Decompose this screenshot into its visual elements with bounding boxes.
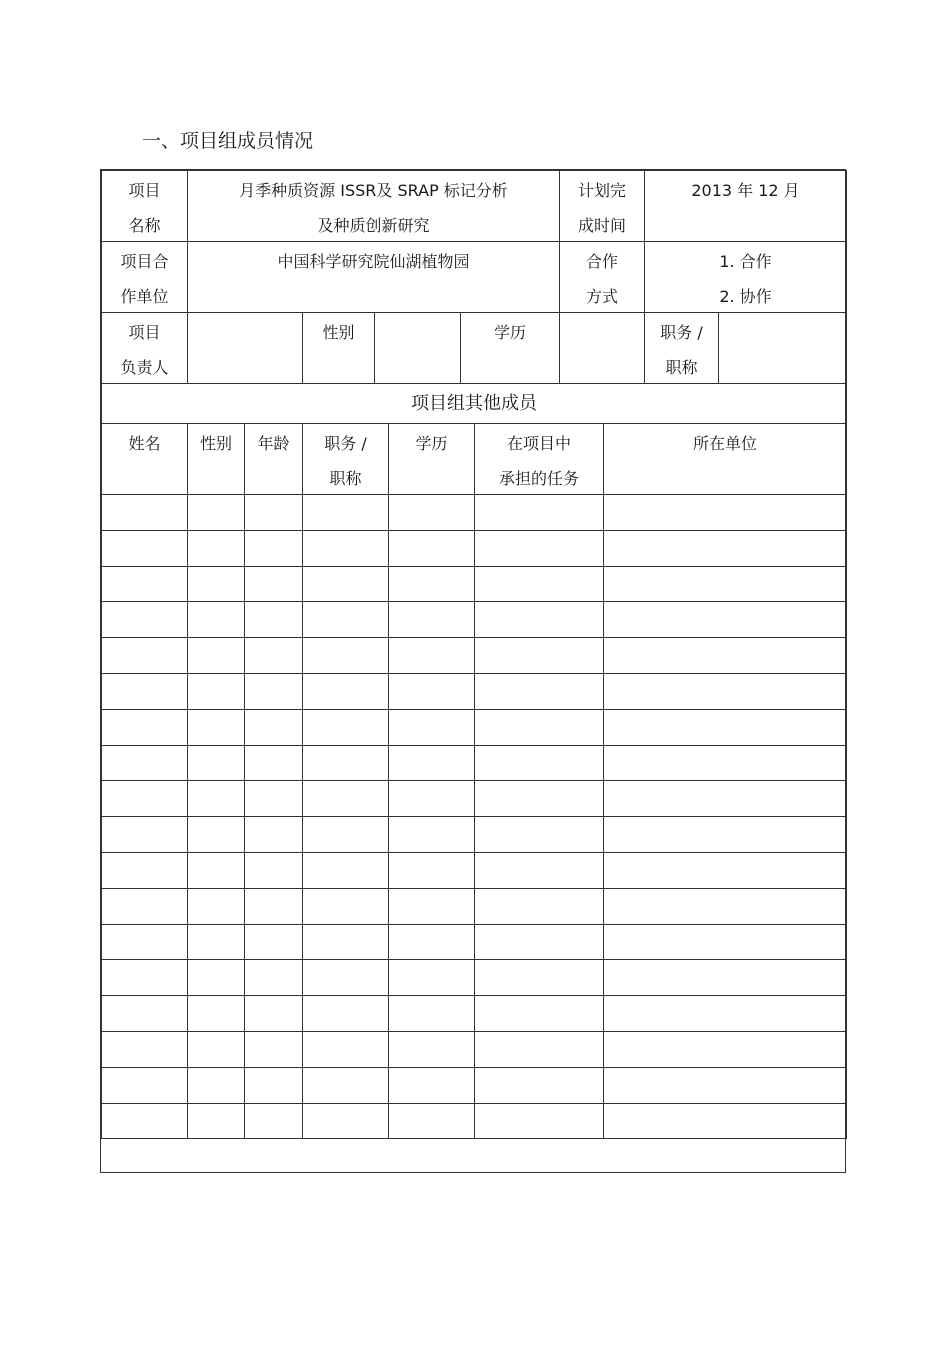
member-title-cell[interactable] — [302, 816, 389, 853]
header-task: 在项目中 承担的任务 — [474, 423, 604, 495]
member-age-cell[interactable] — [244, 924, 303, 960]
member-title-cell[interactable] — [302, 1103, 389, 1139]
member-age-cell[interactable] — [244, 1067, 303, 1104]
member-name-cell[interactable] — [101, 566, 188, 602]
member-title-cell[interactable] — [302, 494, 389, 531]
member-unit-cell[interactable] — [603, 637, 847, 674]
member-task-cell[interactable] — [474, 780, 604, 817]
member-name-cell[interactable] — [101, 673, 188, 710]
member-gender-cell[interactable] — [187, 852, 245, 889]
member-education-cell[interactable] — [388, 673, 475, 710]
member-education-cell[interactable] — [388, 566, 475, 602]
leader-title-label: 职务 / 职称 — [644, 312, 719, 384]
member-task-cell[interactable] — [474, 924, 604, 960]
member-task-cell[interactable] — [474, 888, 604, 925]
member-title-cell[interactable] — [302, 530, 389, 567]
member-age-cell[interactable] — [244, 995, 303, 1032]
member-gender-cell[interactable] — [187, 959, 245, 996]
header-unit: 所在单位 — [603, 423, 847, 495]
member-gender-cell[interactable] — [187, 888, 245, 925]
member-gender-cell[interactable] — [187, 530, 245, 567]
member-age-cell[interactable] — [244, 959, 303, 996]
member-task-cell[interactable] — [474, 959, 604, 996]
member-title-cell[interactable] — [302, 959, 389, 996]
member-gender-cell[interactable] — [187, 745, 245, 781]
member-unit-cell[interactable] — [603, 566, 847, 602]
member-name-cell[interactable] — [101, 745, 188, 781]
member-unit-cell[interactable] — [603, 601, 847, 638]
member-age-cell[interactable] — [244, 637, 303, 674]
member-education-cell[interactable] — [388, 995, 475, 1032]
member-education-cell[interactable] — [388, 1031, 475, 1068]
member-unit-cell[interactable] — [603, 1103, 847, 1139]
plan-time-value: 2013 年 12 月 — [644, 170, 847, 242]
member-education-cell[interactable] — [388, 888, 475, 925]
members-section-title: 项目组其他成员 — [101, 383, 847, 424]
member-task-cell[interactable] — [474, 494, 604, 531]
leader-gender-label: 性别 — [302, 312, 375, 384]
plan-time-label: 计划完 成时间 — [559, 170, 645, 242]
member-name-cell[interactable] — [101, 530, 188, 567]
member-name-cell[interactable] — [101, 852, 188, 889]
member-unit-cell[interactable] — [603, 888, 847, 925]
member-gender-cell[interactable] — [187, 816, 245, 853]
member-education-cell[interactable] — [388, 1067, 475, 1104]
leader-education-label: 学历 — [460, 312, 560, 384]
member-unit-cell[interactable] — [603, 816, 847, 853]
member-age-cell[interactable] — [244, 673, 303, 710]
member-name-cell[interactable] — [101, 709, 188, 746]
member-title-cell[interactable] — [302, 673, 389, 710]
cooperation-mode-options: 1. 合作 2. 协作 — [644, 241, 847, 313]
member-task-cell[interactable] — [474, 566, 604, 602]
member-gender-cell[interactable] — [187, 1103, 245, 1139]
member-task-cell[interactable] — [474, 1067, 604, 1104]
member-name-cell[interactable] — [101, 780, 188, 817]
member-unit-cell[interactable] — [603, 959, 847, 996]
member-age-cell[interactable] — [244, 745, 303, 781]
member-unit-cell[interactable] — [603, 673, 847, 710]
member-education-cell[interactable] — [388, 816, 475, 853]
member-title-cell[interactable] — [302, 1031, 389, 1068]
member-gender-cell[interactable] — [187, 1031, 245, 1068]
member-name-cell[interactable] — [101, 1103, 188, 1139]
member-education-cell[interactable] — [388, 494, 475, 531]
member-task-cell[interactable] — [474, 637, 604, 674]
member-name-cell[interactable] — [101, 888, 188, 925]
member-unit-cell[interactable] — [603, 709, 847, 746]
member-title-cell[interactable] — [302, 637, 389, 674]
project-name-value: 月季种质资源 ISSR及 SRAP 标记分析 及种质创新研究 — [187, 170, 560, 242]
member-task-cell[interactable] — [474, 852, 604, 889]
member-age-cell[interactable] — [244, 530, 303, 567]
member-education-cell[interactable] — [388, 637, 475, 674]
project-name-label: 项目 名称 — [101, 170, 188, 242]
member-title-cell[interactable] — [302, 852, 389, 889]
member-education-cell[interactable] — [388, 601, 475, 638]
member-age-cell[interactable] — [244, 888, 303, 925]
member-task-cell[interactable] — [474, 1031, 604, 1068]
member-gender-cell[interactable] — [187, 924, 245, 960]
member-title-cell[interactable] — [302, 709, 389, 746]
partner-value: 中国科学研究院仙湖植物园 — [187, 241, 560, 313]
member-education-cell[interactable] — [388, 709, 475, 746]
member-name-cell[interactable] — [101, 995, 188, 1032]
member-age-cell[interactable] — [244, 816, 303, 853]
member-age-cell[interactable] — [244, 709, 303, 746]
member-education-cell[interactable] — [388, 852, 475, 889]
leader-title-field[interactable] — [718, 312, 847, 384]
member-name-cell[interactable] — [101, 494, 188, 531]
member-title-cell[interactable] — [302, 566, 389, 602]
member-age-cell[interactable] — [244, 852, 303, 889]
member-task-cell[interactable] — [474, 1103, 604, 1139]
member-unit-cell[interactable] — [603, 1031, 847, 1068]
member-gender-cell[interactable] — [187, 637, 245, 674]
member-age-cell[interactable] — [244, 566, 303, 602]
member-education-cell[interactable] — [388, 1103, 475, 1139]
member-age-cell[interactable] — [244, 494, 303, 531]
member-gender-cell[interactable] — [187, 494, 245, 531]
member-gender-cell[interactable] — [187, 1067, 245, 1104]
section-heading: 一、项目组成员情况 — [142, 130, 314, 152]
member-name-cell[interactable] — [101, 816, 188, 853]
member-gender-cell[interactable] — [187, 995, 245, 1032]
member-unit-cell[interactable] — [603, 780, 847, 817]
member-gender-cell[interactable] — [187, 601, 245, 638]
member-title-cell[interactable] — [302, 745, 389, 781]
cooperation-mode-label: 合作 方式 — [559, 241, 645, 313]
member-unit-cell[interactable] — [603, 852, 847, 889]
member-task-cell[interactable] — [474, 673, 604, 710]
member-table — [100, 169, 846, 1173]
member-unit-cell[interactable] — [603, 745, 847, 781]
member-gender-cell[interactable] — [187, 709, 245, 746]
member-unit-cell[interactable] — [603, 995, 847, 1032]
member-gender-cell[interactable] — [187, 673, 245, 710]
header-name: 姓名 — [101, 423, 188, 495]
member-task-cell[interactable] — [474, 530, 604, 567]
partner-label: 项目合 作单位 — [101, 241, 188, 313]
member-name-cell[interactable] — [101, 601, 188, 638]
member-age-cell[interactable] — [244, 1103, 303, 1139]
member-name-cell[interactable] — [101, 637, 188, 674]
member-gender-cell[interactable] — [187, 780, 245, 817]
member-education-cell[interactable] — [388, 780, 475, 817]
member-unit-cell[interactable] — [603, 1067, 847, 1104]
member-task-cell[interactable] — [474, 709, 604, 746]
member-name-cell[interactable] — [101, 1031, 188, 1068]
member-age-cell[interactable] — [244, 601, 303, 638]
member-title-cell[interactable] — [302, 1067, 389, 1104]
leader-name-field[interactable] — [187, 312, 303, 384]
member-title-cell[interactable] — [302, 780, 389, 817]
member-task-cell[interactable] — [474, 601, 604, 638]
member-name-cell[interactable] — [101, 924, 188, 960]
member-age-cell[interactable] — [244, 780, 303, 817]
member-title-cell[interactable] — [302, 888, 389, 925]
member-title-cell[interactable] — [302, 924, 389, 960]
member-education-cell[interactable] — [388, 924, 475, 960]
member-unit-cell[interactable] — [603, 494, 847, 531]
member-title-cell[interactable] — [302, 995, 389, 1032]
member-task-cell[interactable] — [474, 816, 604, 853]
member-name-cell[interactable] — [101, 959, 188, 996]
header-gender: 性别 — [187, 423, 245, 495]
leader-education-field[interactable] — [559, 312, 645, 384]
member-education-cell[interactable] — [388, 530, 475, 567]
header-title: 职务 / 职称 — [302, 423, 389, 495]
member-task-cell[interactable] — [474, 745, 604, 781]
leader-gender-field[interactable] — [374, 312, 461, 384]
leader-label: 项目 负责人 — [101, 312, 188, 384]
member-task-cell[interactable] — [474, 995, 604, 1032]
member-education-cell[interactable] — [388, 745, 475, 781]
header-education: 学历 — [388, 423, 475, 495]
member-unit-cell[interactable] — [603, 924, 847, 960]
member-title-cell[interactable] — [302, 601, 389, 638]
member-gender-cell[interactable] — [187, 566, 245, 602]
member-name-cell[interactable] — [101, 1067, 188, 1104]
member-age-cell[interactable] — [244, 1031, 303, 1068]
member-education-cell[interactable] — [388, 959, 475, 996]
header-age: 年龄 — [244, 423, 303, 495]
member-unit-cell[interactable] — [603, 530, 847, 567]
